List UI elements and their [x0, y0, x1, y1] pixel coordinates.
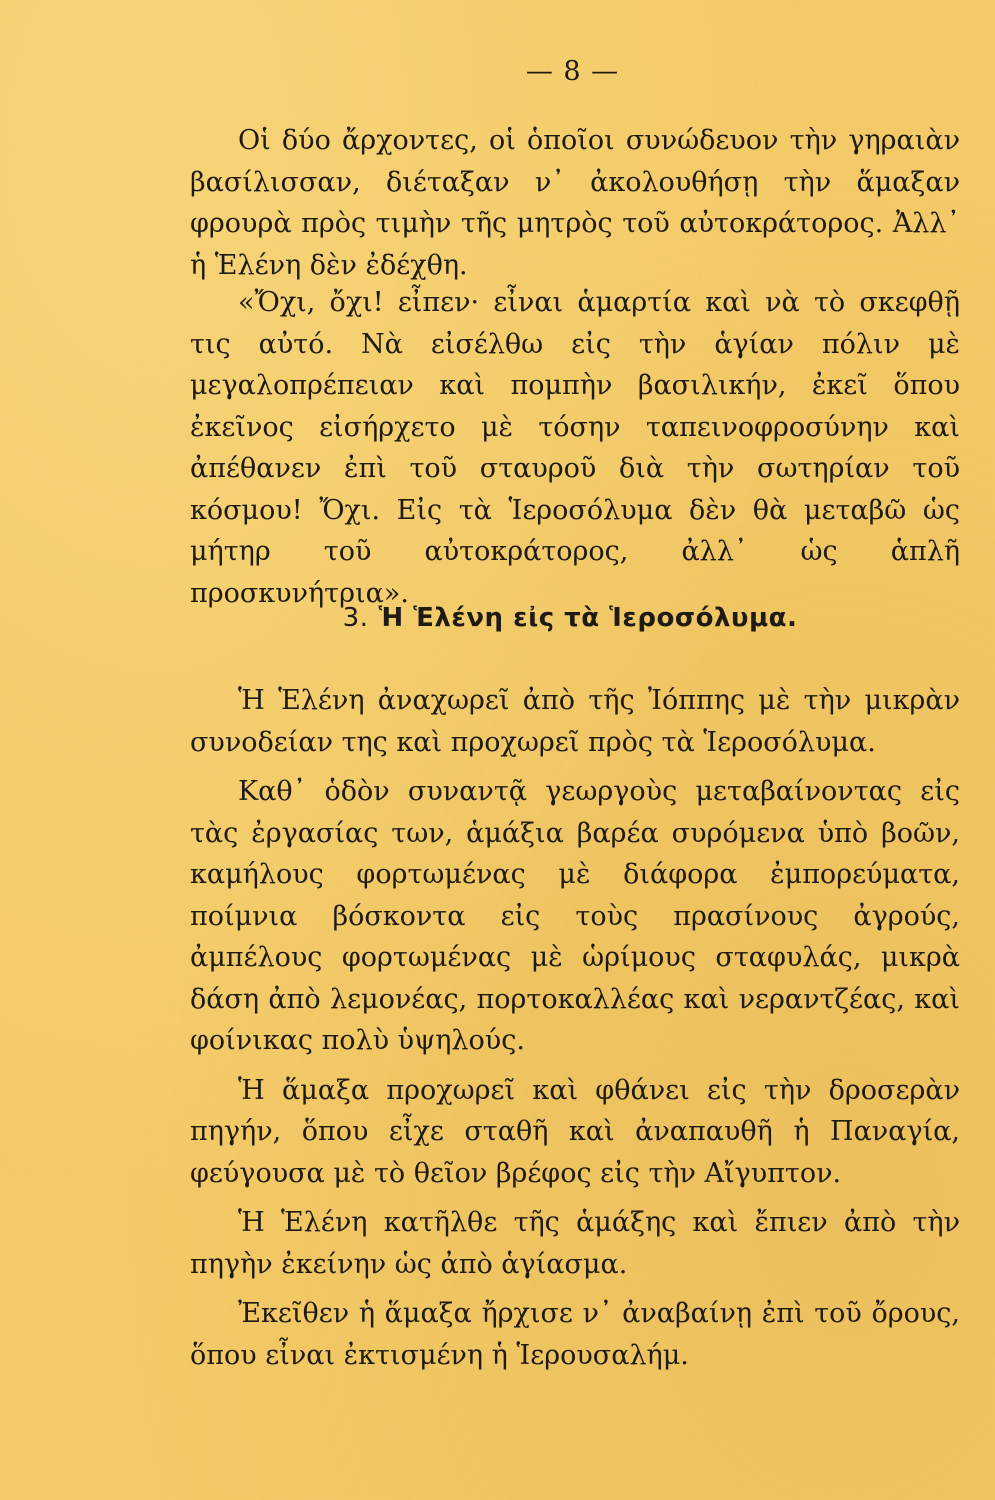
paragraph: Ἡ Ἑλένη ἀναχωρεῖ ἀπὸ τῆς Ἰόππης μὲ τὴν μικρὰν συνοδείαν της καὶ προχωρεῖ πρὸς τὰ Ἱεροσόλυμα. — [190, 685, 960, 758]
paragraph: Καθ᾽ ὁδὸν συναντᾷ γεωργοὺς μεταβαίνοντας εἰς τὰς ἐργασίας των, ἁμάξια βαρέα συρόμενα ὑπὸ βοῶν, καμήλους φορτωμένας μὲ διάφορα ἐμπορεύματα, ποίμνια βόσκοντα εἰς τοὺς πρασίνους ἀγρούς, ἀμπέλους φορτωμένας μὲ ὡρίμους σταφυλάς, μικρὰ δάση ἀπὸ λεμονέας, πορτοκαλλέας καὶ νεραντζέας, καὶ φοίνικας πολὺ ὑψηλούς. — [190, 776, 960, 1056]
section-number: 3. — [342, 603, 369, 633]
section-text — [190, 680, 960, 1384]
paragraph: Οἱ δύο ἄρχοντες, οἱ ὁποῖοι συνώδευον τὴν γηραιὰν βασίλισσαν, διέταξαν ν᾽ ἀκολουθήσῃ τὴν ἅμαξαν φρουρὰ πρὸς τιμὴν τῆς μητρὸς τοῦ αὐτοκράτορος. Ἀλλ᾽ ἡ Ἑλένη δὲν ἐδέχθη. — [190, 125, 960, 281]
quote-paragraph: «Ὄχι, ὄχι! εἶπεν· εἶναι ἁμαρτία καὶ νὰ τὸ σκεφθῇ τις αὐτό. Νὰ εἰσέλθω εἰς τὴν ἁγίαν πόλιν μὲ μεγαλοπρέπειαν καὶ πομπὴν βασιλικήν, ἐκεῖ ὅπου ἐκεῖνος εἰσήρχετο μὲ τόσην ταπεινοφροσύνην καὶ ἀπέθανεν ἐπὶ τοῦ σταυροῦ διὰ τὴν σωτηρίαν τοῦ κόσμου! Ὄχι. Εἰς τὰ Ἱεροσόλυμα δὲν θὰ μεταβῶ ὡς μήτηρ τοῦ αὐτοκράτορος, ἀλλ᾽ ὡς ἁπλῆ προσκυνήτρια». — [190, 287, 960, 609]
intro-text — [190, 120, 960, 286]
paragraph: Ἡ ἅμαξα προχωρεῖ καὶ φθάνει εἰς τὴν δροσερὰν πηγήν, ὅπου εἶχε σταθῆ καὶ ἀναπαυθῆ ἡ Παναγία, φεύγουσα μὲ τὸ θεῖον βρέφος εἰς τὴν Αἴγυπτον. — [190, 1074, 960, 1189]
page-number: — 8 — — [525, 56, 620, 87]
section-heading — [0, 603, 995, 633]
paragraph: Ἡ Ἑλένη κατῆλθε τῆς ἁμάξης καὶ ἔπιεν ἀπὸ τὴν πηγὴν ἐκείνην ὡς ἀπὸ ἁγίασμα. — [190, 1207, 960, 1280]
section-title: Ἡ Ἑλένη εἰς τὰ Ἱεροσόλυμα. — [378, 603, 798, 633]
paragraph: Ἐκεῖθεν ἡ ἅμαξα ἤρχισε ν᾽ ἀναβαίνῃ ἐπὶ τοῦ ὄρους, ὅπου εἶναι ἐκτισμένη ἡ Ἱερουσαλήμ. — [190, 1298, 960, 1371]
quote-text — [190, 282, 960, 614]
